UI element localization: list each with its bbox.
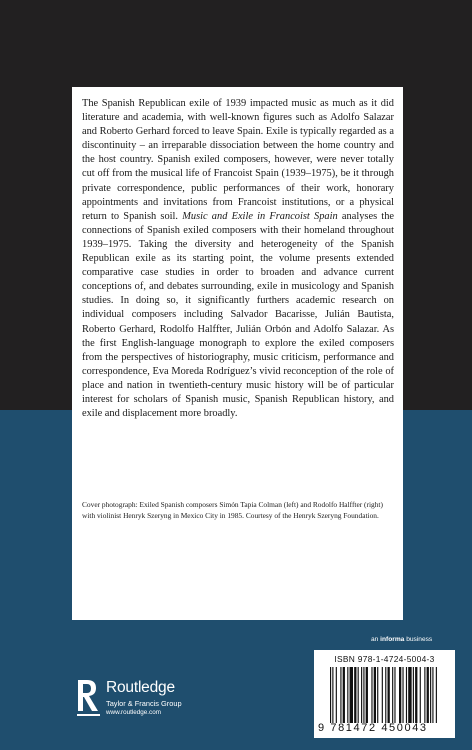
- blurb-panel: [72, 87, 403, 620]
- informa-business-line: [371, 636, 432, 643]
- routledge-logo: [76, 678, 256, 718]
- informa-brand: informa: [380, 636, 405, 643]
- barcode-bars: [330, 667, 440, 723]
- publisher-group: Taylor & Francis Group: [106, 699, 182, 708]
- informa-suffix: business: [404, 636, 433, 643]
- book-title-inline: Music and Exile in Francoist Spain: [182, 210, 338, 222]
- blurb-part1: The Spanish Republican exile of 1939 impacted music as much as it did literature and academia, with well-known figures such as Adolfo Salazar and Roberto Gerhard forced to leave Spain. Exile is typically regarded as a discontinuity – an irreparable dissociation between the home country and the host country. Spanish exiled composers, however, were never totally cut off from the musical life of Francoist Spain (1939–1975), be it through private correspondence, public performances of their work, honorary appointments and invitations from Francoist institutions, or a physical return to Spanish soil.: [82, 98, 394, 222]
- publisher-name: Routledge: [106, 679, 175, 696]
- blurb-text: [82, 97, 394, 421]
- blurb-part2: analyses the connections of Spanish exiled composers with their homeland throughout 1939–1975. Taking the diversity and heterogeneity of the Spanish Republican exile as its starting point, the volume presents extended comparative case studies in order to broaden and advance current conceptions of, and debates surrounding, exile in musicology and Spanish studies. In doing so, it significantly furthers academic research on individual composers including Salvador Bacarisse, Julián Bautista, Roberto Gerhard, Rodolfo Halffter, Julián Orbón and Adolfo Salazar. As the first English-language monograph to explore the exiled composers from the perspectives of historiography, music criticism, performance and correspondence, Eva Moreda Rodríguez’s vivid reconception of the role of place and nation in twentieth-century music history will be of particular interest for scholars of Spanish music, Spanish Republican history, and exile and displacement more broadly.: [82, 210, 394, 420]
- routledge-r-icon: [76, 678, 102, 718]
- informa-prefix: an: [371, 636, 381, 643]
- isbn-barcode-box: [314, 650, 455, 738]
- publisher-url[interactable]: www.routledge.com: [106, 709, 161, 716]
- barcode-digits: 9 781472 450043: [318, 722, 428, 734]
- cover-photo-credit: Cover photograph: Exiled Spanish composers Simón Tapia Colman (left) and Rodolfo Halffter (right) with violinist Henryk Szeryng in Mexico City in 1985. Courtesy of the Henryk Szeryng Foundation.: [82, 500, 383, 520]
- isbn-label: ISBN 978-1-4724-5004-3: [334, 654, 435, 664]
